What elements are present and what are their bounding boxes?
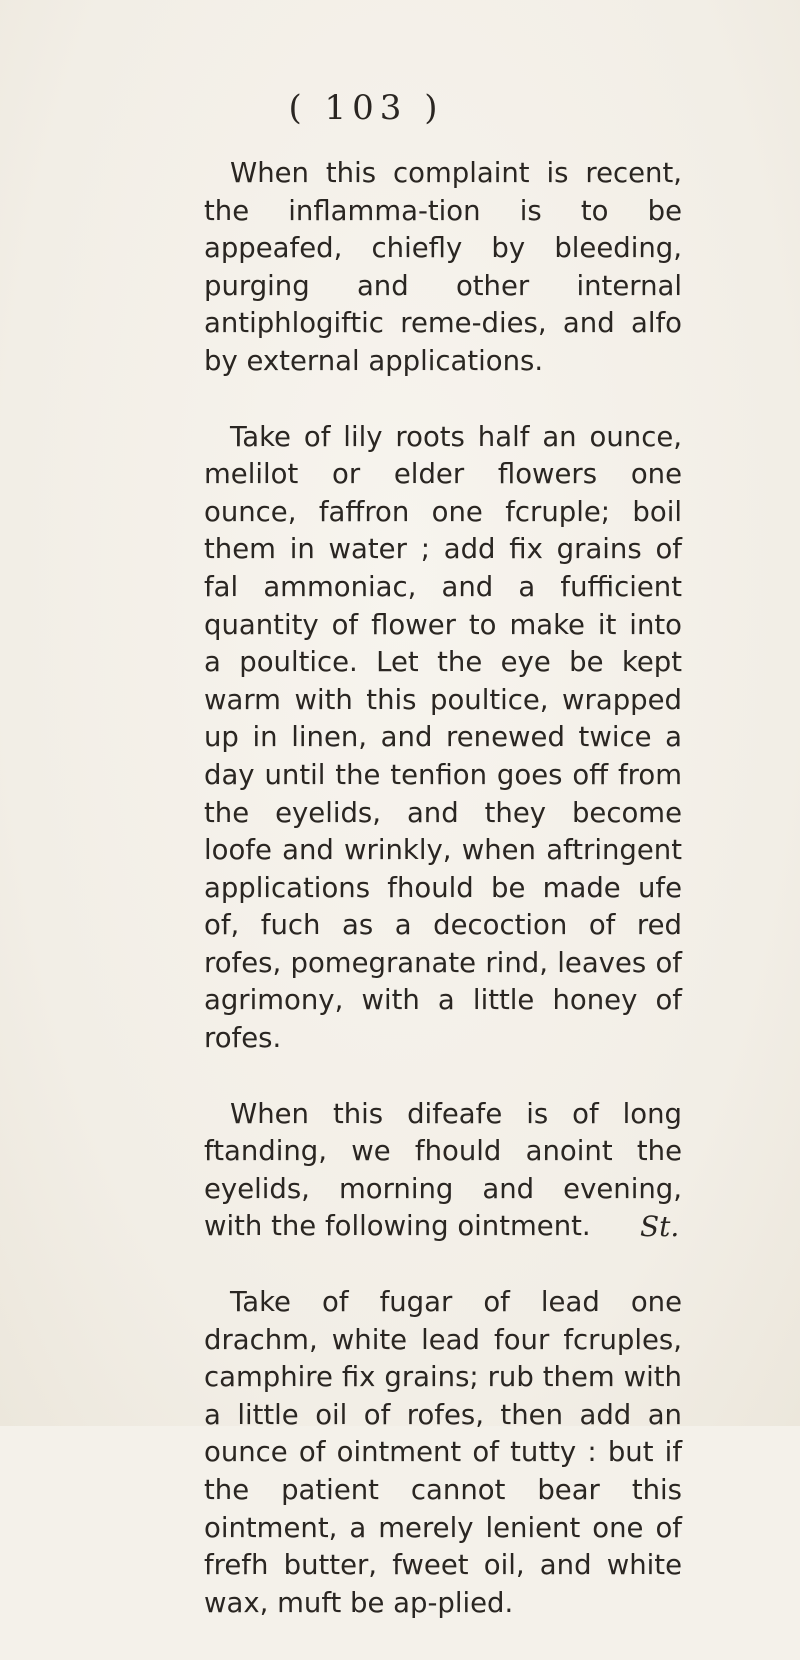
paragraph-2: Take of lily roots half an ounce, melilot or elder flowers one ounce, faffron one fcruple; boil them in water ; add fix grains of fal ammoniac, and a fufficient quantity of flower to make it into a poultice. Let the eye be kept warm with this poultice, wrapped up in linen, and renewed twice a day until the tenfion goes off from the eyelids, and they become loofe and wrinkly, when aftringent applications fhould be made ufe of, fuch as a decoction of red rofes, pomegranate rind, leaves of agrimony, with a little honey of rofes.	[204, 420, 682, 1055]
paragraph-3: When this difeafe is of long ftanding, we fhould anoint the eyelids, morning and evening, with the following ointment.	[204, 1097, 682, 1243]
paragraph-4: Take of fugar of lead one drachm, white lead four fcruples, camphire fix grains; rub them with a little oil of rofes, then add an ounce of ointment of tutty : but if the patient cannot bear this ointment, a merely lenient one of frefh butter, fweet oil, and white wax, muft be ap‑plied.	[204, 1286, 682, 1619]
page-number: ( 103 )	[288, 88, 444, 128]
catchword: St.	[640, 1210, 680, 1243]
body-text	[204, 155, 682, 1660]
paragraph-1: When this complaint is recent, the inflamma‑tion is to be appeafed, chiefly by bleeding, purging and other internal antiphlogiftic reme‑dies, and alfo by external applications.	[204, 157, 682, 377]
